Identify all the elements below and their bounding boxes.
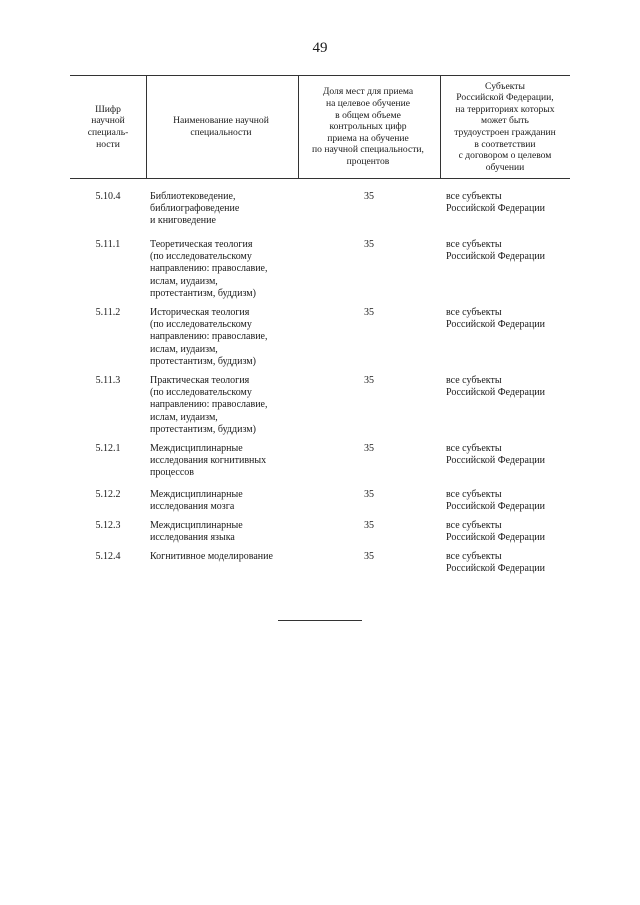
row-name: Историческая теология (по исследовательскому направлению: православие, ислам, иудаизм, протестантизм, буддизм)	[150, 307, 268, 367]
row-name: Междисциплинарные исследования когнитивных процессов	[150, 443, 267, 479]
table-row	[70, 239, 570, 307]
row-code: 5.12.3	[95, 520, 121, 531]
row-code: 5.10.4	[95, 191, 121, 202]
row-subjects: все субъекты Российской Федерации	[446, 520, 546, 544]
row-subjects: все субъекты Российской Федерации	[446, 443, 546, 467]
row-subjects: все субъекты Российской Федерации	[446, 307, 546, 331]
table-row	[70, 307, 570, 375]
row-name: Когнитивное моделирование	[150, 551, 273, 562]
row-subjects: все субъекты Российской Федерации	[446, 191, 546, 215]
row-name: Междисциплинарные исследования языка	[150, 520, 243, 544]
header-subjects: Субъекты Российской Федерации, на территориях которых может быть трудоустроен гражданин в соответствии с договором о целевом обучении	[454, 80, 556, 173]
row-share: 35	[364, 191, 374, 202]
row-subjects: все субъекты Российской Федерации	[446, 489, 546, 513]
row-code: 5.11.2	[95, 307, 121, 318]
page-number: 49	[312, 40, 328, 56]
header-name: Наименование научной специальности	[173, 115, 269, 138]
table-row	[70, 551, 570, 582]
specialties-table	[70, 75, 570, 582]
row-share: 35	[364, 375, 374, 386]
row-share: 35	[364, 520, 374, 531]
row-code: 5.12.1	[95, 443, 121, 454]
row-share: 35	[364, 307, 374, 318]
row-subjects: все субъекты Российской Федерации	[446, 239, 546, 263]
table-row	[70, 489, 570, 520]
row-subjects: все субъекты Российской Федерации	[446, 375, 546, 399]
table-header	[70, 75, 570, 179]
table-row	[70, 520, 570, 551]
row-share: 35	[364, 551, 374, 562]
row-name: Междисциплинарные исследования мозга	[150, 489, 243, 513]
table-row	[70, 443, 570, 489]
row-code: 5.11.3	[95, 375, 121, 386]
row-name: Теоретическая теология (по исследовательскому направлению: православие, ислам, иудаизм, протестантизм, буддизм)	[150, 239, 268, 299]
row-share: 35	[364, 443, 374, 454]
row-subjects: все субъекты Российской Федерации	[446, 551, 546, 575]
row-share: 35	[364, 489, 374, 500]
row-code: 5.12.4	[95, 551, 121, 562]
header-share: Доля мест для приема на целевое обучение в общем объеме контрольных цифр приема на обучение по научной специальности, процентов	[312, 86, 424, 167]
row-share: 35	[364, 239, 374, 250]
row-code: 5.11.1	[95, 239, 121, 250]
table-row	[70, 191, 570, 239]
row-name: Библиотековедение, библиографоведение и книговедение	[150, 191, 240, 227]
header-code: Шифр научной специаль- ности	[87, 103, 129, 150]
table-row	[70, 375, 570, 443]
row-code: 5.12.2	[95, 489, 121, 500]
table-body	[70, 191, 570, 582]
row-name: Практическая теология (по исследовательскому направлению: православие, ислам, иудаизм, протестантизм, буддизм)	[150, 375, 268, 435]
closing-line	[278, 620, 362, 621]
